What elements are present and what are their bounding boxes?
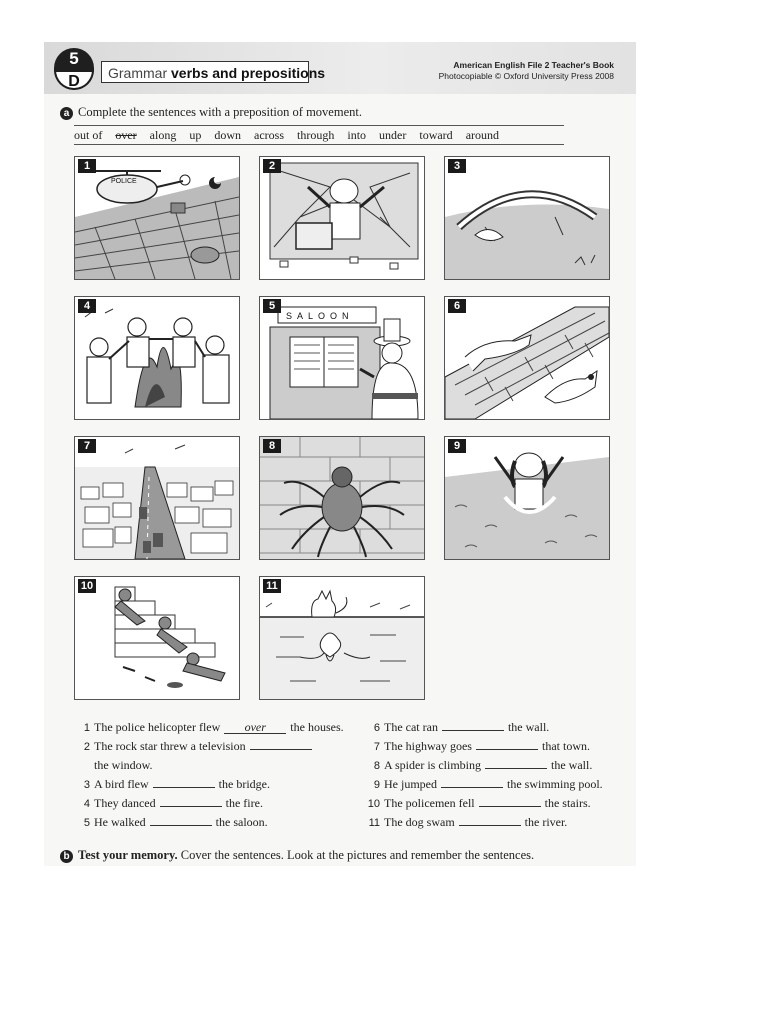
word-bank-item: out of	[74, 128, 103, 142]
sentence-end: the wall.	[507, 720, 550, 734]
exercise-b-bold: Test your memory.	[78, 848, 178, 862]
answer-blank[interactable]	[160, 794, 222, 807]
picture-11	[259, 576, 425, 700]
sentence-text: They danced	[94, 796, 156, 810]
exercise-b-text: Cover the sentences. Look at the pictures and remember the sentences.	[180, 848, 535, 862]
picture-number: 7	[78, 439, 96, 453]
picture-10	[74, 576, 240, 700]
sentence-end: the stairs.	[544, 796, 591, 810]
picture-7	[74, 436, 240, 560]
sentence-number: 3	[83, 779, 90, 791]
picture-9	[444, 436, 610, 560]
answer-blank[interactable]	[485, 756, 547, 769]
word-bank-item: across	[254, 128, 285, 142]
section-label: Grammar	[108, 65, 168, 81]
saloon-sign: SALOON	[286, 311, 354, 321]
word-bank-item: under	[379, 128, 407, 142]
word-bank-item: down	[214, 128, 242, 142]
sentence-7	[362, 737, 642, 756]
sentence-number: 7	[373, 741, 380, 753]
sentence-end: the swimming pool.	[507, 777, 603, 791]
sentence-number: 1	[83, 722, 90, 734]
picture-2	[259, 156, 425, 280]
sentence-2	[76, 737, 356, 756]
sentence-3	[76, 775, 356, 794]
dog-river-drawing	[260, 577, 424, 699]
sentence-number: 8	[373, 760, 380, 772]
word-bank-item: over	[115, 128, 137, 142]
answer-blank[interactable]	[250, 737, 312, 750]
word-bank-item: along	[149, 128, 177, 142]
sentence-text: A spider is climbing	[384, 758, 481, 772]
page-title	[101, 61, 326, 83]
picture-number: 8	[263, 439, 281, 453]
sentence-number: 9	[373, 779, 380, 791]
saloon-drawing	[260, 297, 424, 419]
answer-blank[interactable]	[153, 775, 215, 788]
picture-1	[74, 156, 240, 280]
answer-blank[interactable]: over	[224, 721, 286, 734]
word-bank-item: into	[347, 128, 367, 142]
sentence-number: 4	[83, 798, 90, 810]
sentence-continuation	[76, 756, 356, 775]
sentence-end: the fire.	[225, 796, 263, 810]
sentence-end: the river.	[524, 815, 568, 829]
publisher-info	[439, 60, 614, 82]
exercise-b-instruction	[60, 848, 534, 863]
highway-town-drawing	[75, 437, 239, 559]
answer-blank[interactable]	[441, 775, 503, 788]
picture-number: 4	[78, 299, 96, 313]
sentence-11	[362, 813, 642, 832]
bird-bridge-drawing	[445, 157, 609, 279]
sentences-left-column	[76, 718, 356, 832]
sentence-4	[76, 794, 356, 813]
unit-badge	[54, 48, 94, 90]
sentence-9	[362, 775, 642, 794]
sentence-text: The dog swam	[384, 815, 455, 829]
dancing-fire-drawing	[75, 297, 239, 419]
sentence-1	[76, 718, 356, 737]
answer-blank[interactable]	[476, 737, 538, 750]
picture-number: 3	[448, 159, 466, 173]
answer-blank[interactable]	[479, 794, 541, 807]
copyright-text: Photocopiable © Oxford University Press 2008	[438, 71, 614, 81]
sentence-number: 10	[367, 798, 380, 810]
police-helicopter-drawing	[75, 157, 239, 279]
unit-letter: D	[54, 70, 94, 90]
picture-number: 1	[78, 159, 96, 173]
exercise-a-instruction	[60, 105, 362, 120]
sentence-end: the wall.	[551, 758, 593, 772]
unit-number: 5	[69, 49, 79, 68]
picture-6	[444, 296, 610, 420]
policemen-stairs-drawing	[75, 577, 239, 699]
sentence-text: The cat ran	[384, 720, 438, 734]
exercise-b-marker: b	[60, 850, 73, 863]
sentence-number: 11	[368, 817, 380, 829]
exercise-a-text: Complete the sentences with a preposition of movement.	[78, 105, 362, 119]
book-title: American English File 2 Teacher's Book	[453, 60, 614, 70]
sentence-text: The rock star threw a television	[94, 739, 246, 753]
picture-number: 10	[78, 579, 96, 593]
picture-number: 11	[263, 579, 281, 593]
picture-4	[74, 296, 240, 420]
sentence-6	[362, 718, 642, 737]
word-bank-item: up	[189, 128, 202, 142]
swimming-pool-drawing	[445, 437, 609, 559]
sentence-5	[76, 813, 356, 832]
sentence-text: A bird flew	[94, 777, 149, 791]
sentence-text: The policemen fell	[384, 796, 475, 810]
sentence-end: the window.	[94, 758, 153, 772]
sentence-10	[362, 794, 642, 813]
sentence-text: The police helicopter flew	[94, 720, 221, 734]
picture-5	[259, 296, 425, 420]
sentence-end: that town.	[541, 739, 590, 753]
word-bank-item: through	[297, 128, 335, 142]
sentence-8	[362, 756, 642, 775]
police-sign: POLICE	[111, 178, 137, 185]
spider-wall-drawing	[260, 437, 424, 559]
answer-blank[interactable]	[442, 718, 504, 731]
sentence-text: The highway goes	[384, 739, 472, 753]
word-bank	[74, 125, 564, 145]
picture-3	[444, 156, 610, 280]
cat-wall-drawing	[445, 297, 609, 419]
worksheet-page	[44, 42, 636, 866]
picture-8	[259, 436, 425, 560]
sentence-text: He walked	[94, 815, 146, 829]
sentence-text: He jumped	[384, 777, 437, 791]
sentence-number: 5	[83, 817, 90, 829]
sentence-end: the bridge.	[218, 777, 270, 791]
exercise-a-marker: a	[60, 107, 73, 120]
sentence-end: the houses.	[290, 720, 344, 734]
sentence-number: 6	[373, 722, 380, 734]
word-bank-item: toward	[419, 128, 453, 142]
sentence-end: the saloon.	[215, 815, 268, 829]
picture-number: 2	[263, 159, 281, 173]
picture-number: 9	[448, 439, 466, 453]
answer-blank[interactable]	[459, 813, 521, 826]
rock-star-window-drawing	[260, 157, 424, 279]
sentence-number: 2	[83, 741, 90, 753]
answer-blank[interactable]	[150, 813, 212, 826]
picture-number: 5	[263, 299, 281, 313]
topic-label: verbs and prepositions	[171, 65, 326, 81]
picture-number: 6	[448, 299, 466, 313]
word-bank-item: around	[465, 128, 500, 142]
sentences-right-column	[362, 718, 642, 832]
